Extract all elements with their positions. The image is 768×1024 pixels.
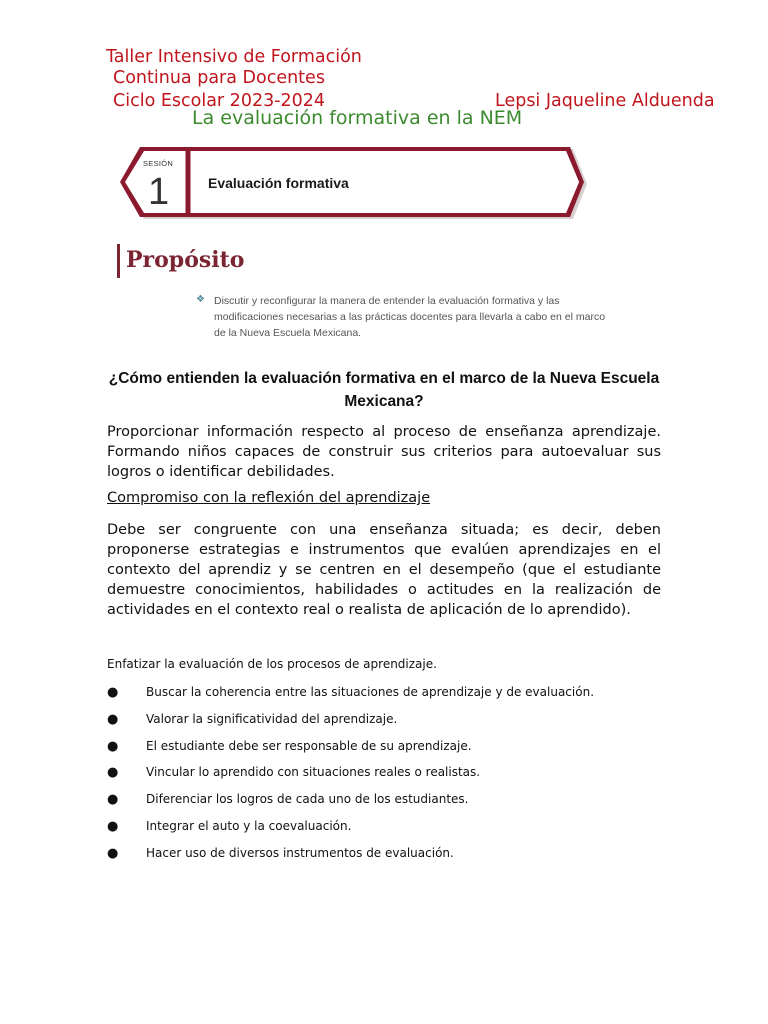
bullet-icon: ● [107,711,119,727]
bullet-icon: ● [107,738,119,754]
session-label: SESIÓN [143,159,174,168]
section-heading: Compromiso con la reflexión del aprendizaje [107,490,431,506]
bullet-list [107,685,667,873]
paragraph-1: Proporcionar información respecto al proceso de enseñanza aprendizaje. Formando niños capaces de construir sus criterios para autoevaluar sus logros o identificar debilidades. [107,424,661,480]
list-item: ● Vincular lo aprendido con situaciones reales o realistas. [107,765,481,781]
banner-frame [118,145,590,223]
diamond-bullet-icon: ❖ [196,294,205,305]
list-item: ● El estudiante debe ser responsable de su aprendizaje. [107,738,472,754]
bullet-icon: ● [107,818,119,834]
bullet-icon: ● [107,685,119,700]
header-line-3: Ciclo Escolar 2023-2024 [113,91,326,111]
list-item: ● Buscar la coherencia entre las situaciones de aprendizaje y de evaluación. [107,685,595,700]
page-subtitle: La evaluación formativa en la NEM [192,107,523,129]
main-question: ¿Cómo entienden la evaluación formativa en el marco de la Nueva Escuela Mexicana? [108,370,660,410]
proposito-text: Discutir y reconfigurar la manera de entender la evaluación formativa y las modificaciones necesarias a las prácticas docentes para llevarla a cabo en el marco de la Nueva Escuela Mexicana. [214,295,606,339]
author-name: Lepsi Jaqueline Alduenda [495,91,715,111]
list-item: ● Integrar el auto y la coevaluación. [107,818,352,834]
header-line-1: Taller Intensivo de Formación [106,47,362,67]
proposito-heading: Propósito [126,247,245,273]
session-title: Evaluación formativa [208,175,349,191]
session-number: 1 [148,171,170,213]
paragraph-2: Debe ser congruente con una enseñanza situada; es decir, deben proponerse estrategias e instrumentos que evalúen aprendizajes en el contexto del aprendiz y se centren en el desempeño (que el estudiante demuestre conocimientos, habilidades o actitudes en la realización de actividades en el contexto real o realista de aplicación de lo aprendido). [107,522,661,618]
bullet-icon: ● [107,845,119,861]
emphasis-line: Enfatizar la evaluación de los procesos de aprendizaje. [107,657,437,671]
bullet-icon: ● [107,792,119,808]
list-item: ● Hacer uso de diversos instrumentos de evaluación. [107,845,454,861]
bullet-icon: ● [107,765,119,781]
proposito-accent-bar [117,244,120,278]
list-item: ● Valorar la significatividad del aprendizaje. [107,711,398,727]
header-line-2: Continua para Docentes [113,68,325,88]
list-item: ● Diferenciar los logros de cada uno de los estudiantes. [107,792,469,808]
session-banner [118,145,590,223]
